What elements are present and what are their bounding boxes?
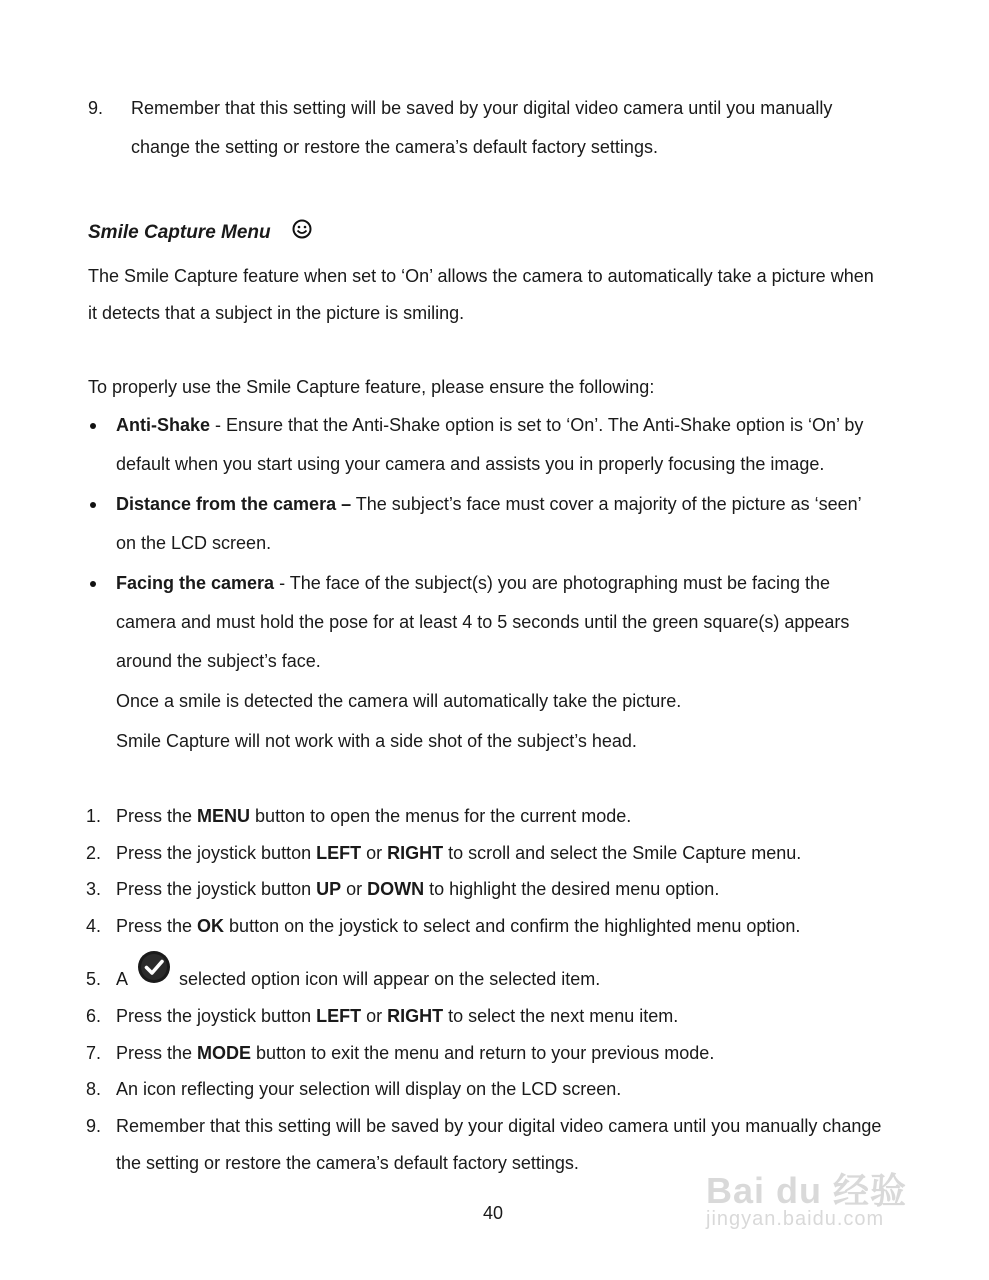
step-5-prefix: A	[116, 969, 129, 989]
step-number: 6.	[86, 1006, 102, 1026]
ensure-text: To properly use the Smile Capture feature, please ensure the following:	[88, 377, 655, 397]
step-number: 3.	[86, 879, 102, 899]
bullet-bold: Distance from the camera –	[116, 494, 352, 514]
top-item-line-2: change the setting or restore the camera’s default factory settings.	[131, 137, 658, 157]
intro-line-1: The Smile Capture feature when set to ‘On’ allows the camera to automatically take a picture when	[88, 266, 874, 286]
step-7: Press the MODE button to exit the menu and return to your previous mode.	[116, 1043, 715, 1063]
smiley-icon	[291, 218, 313, 240]
step-number: 2.	[86, 843, 102, 863]
watermark-brand: Bai du 经验	[706, 1170, 908, 1211]
step-5-text: selected option icon will appear on the selected item.	[179, 969, 601, 989]
step-1: Press the MENU button to open the menus for the current mode.	[116, 806, 632, 826]
bullet-text: - Ensure that the Anti-Shake option is set to ‘On’. The Anti-Shake option is ‘On’ by	[210, 415, 864, 435]
watermark-url: jingyan.baidu.com	[706, 1208, 885, 1230]
bullet-dot	[90, 502, 96, 508]
step-9: Remember that this setting will be saved by your digital video camera until you manually change	[116, 1116, 882, 1136]
top-item-line-1: Remember that this setting will be saved by your digital video camera until you manually	[131, 98, 833, 118]
section-title: Smile Capture Menu	[88, 222, 271, 243]
bullet-dot	[90, 423, 96, 429]
bullet-facing	[116, 573, 830, 594]
step-number: 4.	[86, 916, 102, 936]
step-2: Press the joystick button LEFT or RIGHT to scroll and select the Smile Capture menu.	[116, 843, 802, 863]
bullet-bold: Facing the camera	[116, 573, 275, 593]
bullet-continuation: Once a smile is detected the camera will automatically take the picture.	[116, 691, 682, 711]
bullet-text: The subject’s face must cover a majority of the picture as ‘seen’	[351, 494, 862, 514]
bullet-dot	[90, 581, 96, 587]
step-number: 7.	[86, 1043, 102, 1063]
step-number: 5.	[86, 969, 102, 989]
bullet-continuation: camera and must hold the pose for at least 4 to 5 seconds until the green square(s) appears	[116, 612, 850, 632]
step-9-continuation: the setting or restore the camera’s default factory settings.	[116, 1153, 579, 1173]
check-icon	[137, 950, 171, 984]
bullet-continuation: Smile Capture will not work with a side shot of the subject’s head.	[116, 731, 637, 751]
step-3: Press the joystick button UP or DOWN to highlight the desired menu option.	[116, 879, 720, 899]
bullet-anti-shake	[116, 415, 863, 436]
bullet-distance	[116, 494, 862, 515]
top-item-number: 9.	[88, 98, 104, 118]
step-number: 9.	[86, 1116, 102, 1136]
step-number: 8.	[86, 1079, 102, 1099]
bullet-continuation: around the subject’s face.	[116, 651, 321, 671]
step-6: Press the joystick button LEFT or RIGHT to select the next menu item.	[116, 1006, 679, 1026]
bullet-continuation: default when you start using your camera and assists you in properly focusing the image.	[116, 454, 825, 474]
step-number: 1.	[86, 806, 102, 826]
page-number: 40	[483, 1203, 504, 1223]
intro-line-2: it detects that a subject in the picture is smiling.	[88, 303, 465, 323]
bullet-continuation: on the LCD screen.	[116, 533, 272, 553]
step-8: An icon reflecting your selection will display on the LCD screen.	[116, 1079, 622, 1099]
bullet-bold: Anti-Shake	[116, 415, 211, 435]
step-4: Press the OK button on the joystick to select and confirm the highlighted menu option.	[116, 916, 801, 936]
bullet-text: - The face of the subject(s) you are photographing must be facing the	[274, 573, 831, 593]
